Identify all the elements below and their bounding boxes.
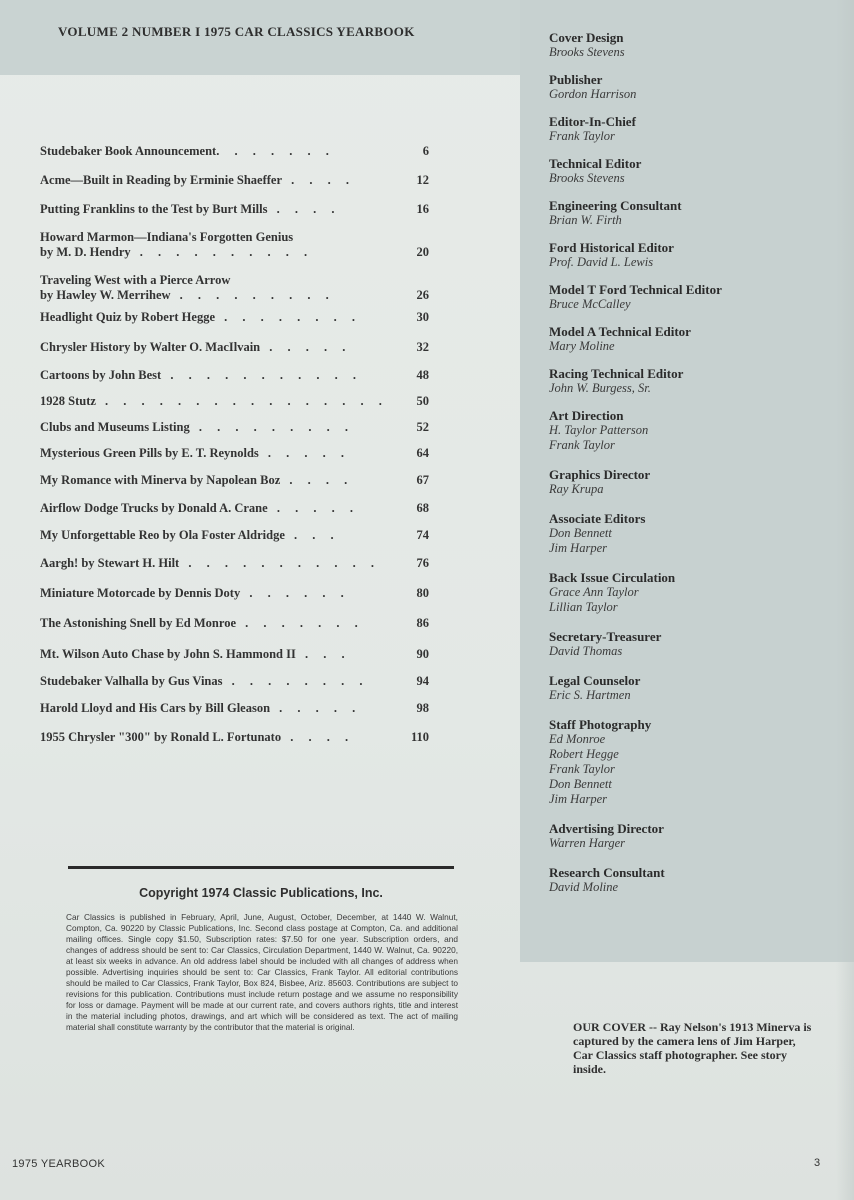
staff-entry [549,198,839,228]
toc-page-number: 64 [416,446,429,460]
staff-entry [549,821,839,851]
staff-entry [549,282,839,312]
staff-name: Frank Taylor [549,762,615,776]
staff-role: Editor-In-Chief [549,114,636,129]
staff-entry [549,717,839,807]
staff-entry [549,366,839,396]
staff-role: Ford Historical Editor [549,240,674,255]
staff-name: Brooks Stevens [549,171,625,185]
toc-page-number: 32 [416,340,429,354]
staff-name: Brian W. Firth [549,213,622,227]
staff-role: Associate Editors [549,511,646,526]
divider-rule [68,866,454,869]
toc-item [40,446,435,461]
toc-title: Acme—Built in Reading by Erminie Shaeffer . . . . [40,173,356,187]
staff-role: Research Consultant [549,865,665,880]
toc-title: Chrysler History by Walter O. MacIlvain . . . . . [40,340,352,354]
staff-role: Model T Ford Technical Editor [549,282,722,297]
toc-item [40,647,435,662]
staff-role: Advertising Director [549,821,664,836]
staff-entry [549,467,839,497]
toc-item [40,310,435,325]
toc-title-line2: by M. D. Hendry . . . . . . . . . . [40,245,314,259]
staff-name: Mary Moline [549,339,615,353]
staff-entry [549,408,839,453]
toc-title: Howard Marmon—Indiana's Forgotten Genius [40,230,294,244]
toc-page-number: 6 [422,144,429,158]
staff-entry [549,673,839,703]
toc-item [40,473,435,488]
toc-page-number: 26 [416,288,429,302]
staff-name: David Thomas [549,644,623,658]
toc-title: Aargh! by Stewart H. Hilt . . . . . . . . . . . [40,556,380,570]
toc-title: Studebaker Valhalla by Gus Vinas . . . . . . . . [40,674,369,688]
staff-entry [549,324,839,354]
toc-title: Clubs and Museums Listing . . . . . . . . . [40,420,354,434]
staff-role: Back Issue Circulation [549,570,676,585]
copyright-body: Car Classics is published in February, April, June, August, October, December, at 1440 W. Walnut, Compton, Ca. 90220 by Classic Publications, Inc. Second class postage at Compton, Ca. and additional mailing offices. Single copy $1.50, Subscription rates: $7.50 for one year. Subscription orders, and changes of address should be sent to: Car Classics, Circulation Department, 1440 W. Walnut, Ca. 90220, at least six weeks in advance. An old address label should be included with all changes of address when possible. Advertising inquiries should be sent to: Car Classics, Frank Taylor. All editorial contributions should be mailed to Car Classics, Frank Taylor, Box 824, Bisbee, Ariz. 85603. Contributions are subject to revisions for this publication. Contributions must include return postage and we assume no responsibility for loss or damage. Payment will be made at our current rate, and covers authors rights, title and interest in the material including photos, drawings, and art which will be considered as text. The act of mailing material shall constitute warranty by the contributor that the material is original. [66,912,458,1033]
toc-item [40,616,435,631]
toc-item [40,528,435,543]
staff-entry [549,114,839,144]
toc-page-number: 12 [416,173,429,187]
staff-role: Model A Technical Editor [549,324,691,339]
staff-name: David Moline [549,880,619,894]
staff-name: Don Bennett [549,777,612,791]
staff-list [549,30,839,895]
toc-item [40,202,435,217]
cover-note: OUR COVER -- Ray Nelson's 1913 Minerva is captured by the camera lens of Jim Harper, Car Classics staff photographer. See story inside. [573,1020,812,1076]
toc-title: 1928 Stutz . . . . . . . . . . . . . . . . [40,394,388,408]
toc-page-number: 98 [416,701,429,715]
staff-name: Robert Hegge [549,747,619,761]
toc-page-number: 110 [410,730,429,744]
staff-entry [549,156,839,186]
staff-role: Publisher [549,72,603,87]
toc-title: Traveling West with a Pierce Arrow [40,273,231,287]
toc-title: The Astonishing Snell by Ed Monroe . . . . . . . [40,616,364,630]
staff-role: Graphics Director [549,467,651,482]
toc-page-number: 94 [416,674,429,688]
staff-role: Technical Editor [549,156,642,171]
staff-name: Jim Harper [549,792,607,806]
staff-name: Bruce McCalley [549,297,631,311]
toc-title: Mysterious Green Pills by E. T. Reynolds . . . . . [40,446,351,460]
toc-page-number: 90 [416,647,429,661]
toc-title: Cartoons by John Best . . . . . . . . . . . [40,368,362,382]
staff-entry [549,570,839,615]
toc-item [40,501,435,516]
staff-name: H. Taylor Patterson [549,423,649,437]
staff-name: Gordon Harrison [549,87,637,101]
toc-title: My Romance with Minerva by Napolean Boz . . . . [40,473,354,487]
toc-page-number: 76 [416,556,429,570]
staff-name: Warren Harger [549,836,626,850]
staff-entry [549,865,839,895]
toc-title: Mt. Wilson Auto Chase by John S. Hammond II . . . [40,647,351,661]
toc-page-number: 30 [416,310,429,324]
toc-item [40,730,435,745]
page-edge-shade [836,0,854,1200]
toc-item [40,368,435,383]
staff-role: Staff Photography [549,717,652,732]
toc-title: Putting Franklins to the Test by Burt Mills . . . . [40,202,341,216]
toc-page-number: 86 [416,616,429,630]
staff-name: Jim Harper [549,541,607,555]
toc-item [40,556,435,571]
staff-name: Grace Ann Taylor [549,585,639,599]
staff-role: Legal Counselor [549,673,641,688]
staff-role: Art Direction [549,408,624,423]
toc-page-number: 20 [416,245,429,259]
toc-page-number: 67 [416,473,429,487]
toc-title: 1955 Chrysler "300" by Ronald L. Fortunato . . . . [40,730,355,744]
staff-name: Eric S. Hartmen [549,688,631,702]
toc-title: Miniature Motorcade by Dennis Doty . . . . . . [40,586,350,600]
toc-page-number: 74 [416,528,429,542]
toc-item [40,173,435,188]
footer-yearbook: 1975 YEARBOOK [12,1158,105,1170]
toc-item [40,420,435,435]
toc-item [40,394,435,409]
staff-entry [549,240,839,270]
staff-role: Cover Design [549,30,624,45]
staff-name: Frank Taylor [549,438,615,452]
toc-title: Harold Lloyd and His Cars by Bill Gleason . . . . . [40,701,362,715]
staff-role: Racing Technical Editor [549,366,684,381]
staff-entry [549,629,839,659]
staff-name: Prof. David L. Lewis [549,255,654,269]
toc-item [40,144,435,159]
toc-item [40,340,435,355]
staff-entry [549,30,839,60]
toc-item [40,230,435,260]
page-number: 3 [814,1157,821,1169]
staff-name: Frank Taylor [549,129,615,143]
toc-title-line2: by Hawley W. Merrihew . . . . . . . . . [40,288,335,302]
toc-title: Studebaker Book Announcement. . . . . . . [40,144,335,158]
toc-item [40,674,435,689]
toc-title: Airflow Dodge Trucks by Donald A. Crane . . . . . [40,501,359,515]
toc-page-number: 68 [416,501,429,515]
staff-name: Don Bennett [549,526,612,540]
toc-item [40,273,435,303]
toc-title: Headlight Quiz by Robert Hegge . . . . . . . . [40,310,361,324]
staff-name: Brooks Stevens [549,45,625,59]
staff-role: Engineering Consultant [549,198,682,213]
toc-title: My Unforgettable Reo by Ola Foster Aldridge . . . [40,528,340,542]
staff-name: Lillian Taylor [549,600,618,614]
toc-page-number: 16 [416,202,429,216]
copyright-title: Copyright 1974 Classic Publications, Inc. [139,886,383,900]
toc-item [40,701,435,716]
toc-page-number: 80 [416,586,429,600]
staff-entry [549,72,839,102]
toc-page-number: 50 [416,394,429,408]
toc-page-number: 52 [416,420,429,434]
staff-name: Ray Krupa [549,482,604,496]
toc-page-number: 48 [416,368,429,382]
staff-name: Ed Monroe [549,732,606,746]
toc-item [40,586,435,601]
masthead: VOLUME 2 NUMBER I 1975 CAR CLASSICS YEARBOOK [58,24,415,39]
staff-entry [549,511,839,556]
staff-role: Secretary-Treasurer [549,629,662,644]
staff-name: John W. Burgess, Sr. [549,381,651,395]
